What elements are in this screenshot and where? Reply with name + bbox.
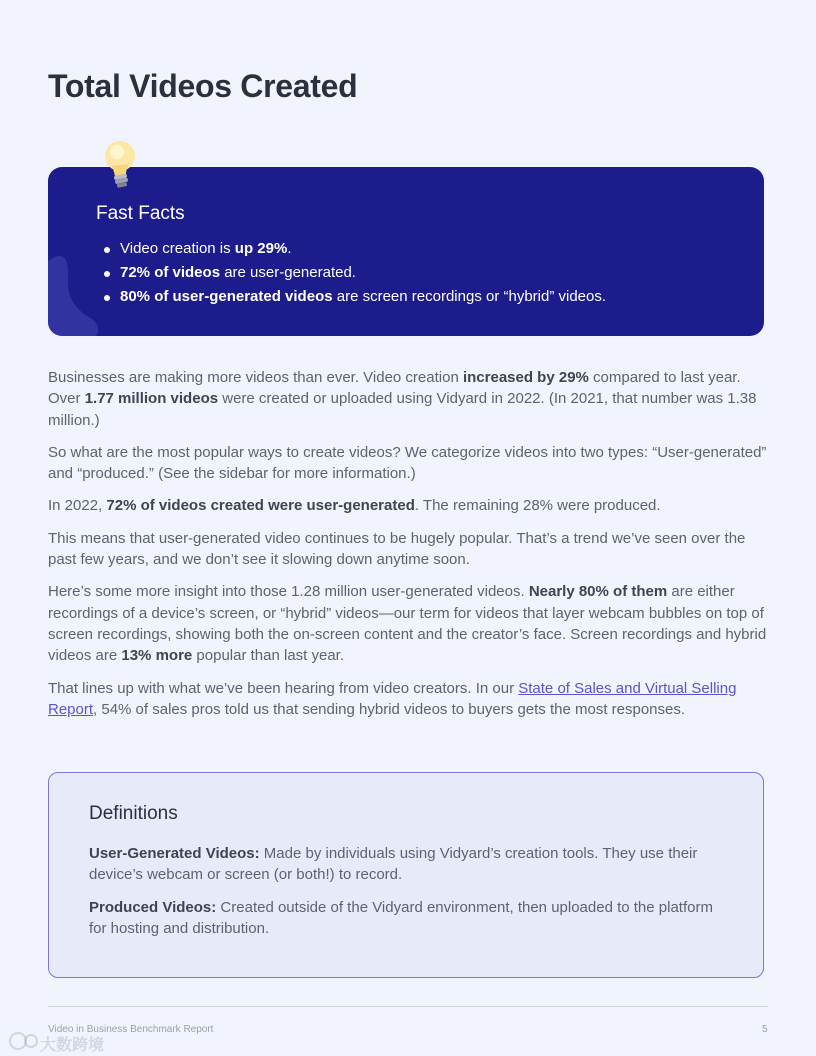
page-number: 5 [762, 1024, 768, 1035]
paragraph-ugc-share: In 2022, 72% of videos created were user-generated. The remaining 28% were produced. [48, 497, 661, 515]
fast-facts-box [48, 167, 764, 336]
definitions-box [48, 772, 764, 978]
definitions-title: Definitions [89, 803, 178, 824]
article-body [48, 367, 768, 731]
fast-facts-title: Fast Facts [96, 203, 185, 224]
paragraph-sales-report: That lines up with what we’ve been hearing from video creators. In our State of Sales and Virtual Selling Report, 54% of sales pros told us that sending hybrid videos to buyers gets the most responses. [48, 679, 737, 718]
definitions-body [89, 843, 729, 950]
definition-user-generated: User-Generated Videos: Made by individuals using Vidyard’s creation tools. They use their device’s webcam or screen (or both!) to record. [89, 845, 698, 884]
paragraph-video-growth: Businesses are making more videos than ever. Video creation increased by 29% compared to last year. Over 1.77 million videos were created or uploaded using Vidyard in 2022. (In 2021, that number was 1.38 million.) [48, 369, 757, 429]
fast-fact-item: 72% of videos are user-generated. [104, 261, 606, 285]
fast-fact-item: Video creation is up 29%. [104, 237, 606, 261]
footer-divider [48, 1006, 768, 1007]
paragraph-video-types: So what are the most popular ways to create videos? We categorize videos into two types: “User-generated” and “produced.” (See the sidebar for more information.) [48, 443, 767, 483]
decorative-swoosh-icon [48, 253, 108, 336]
page-title: Total Videos Created [48, 68, 358, 104]
lightbulb-icon [98, 136, 144, 192]
fast-facts-list [104, 237, 606, 309]
paragraph-trend: This means that user-generated video continues to be hugely popular. That’s a trend we’ve seen over the past few years, and we don’t see it slowing down anytime soon. [48, 529, 746, 569]
paragraph-hybrid-insight: Here’s some more insight into those 1.28 million user-generated videos. Nearly 80% of them are either recordings of a device’s screen, or “hybrid” videos—our term for videos that layer webcam bubbles on top of screen recordings, showing both the on-screen content and the creator’s face. Screen recordings and hybrid videos are 13% more popular than last year. [48, 583, 767, 665]
footer-report-title: Video in Business Benchmark Report [48, 1024, 214, 1035]
fast-fact-item: 80% of user-generated videos are screen recordings or “hybrid” videos. [104, 285, 606, 309]
sales-report-link[interactable]: State of Sales and Virtual Selling Report [48, 679, 737, 718]
definition-produced: Produced Videos: Created outside of the Vidyard environment, then uploaded to the platform for hosting and distribution. [89, 898, 713, 937]
watermark-text: 大数跨境 [40, 1037, 105, 1054]
